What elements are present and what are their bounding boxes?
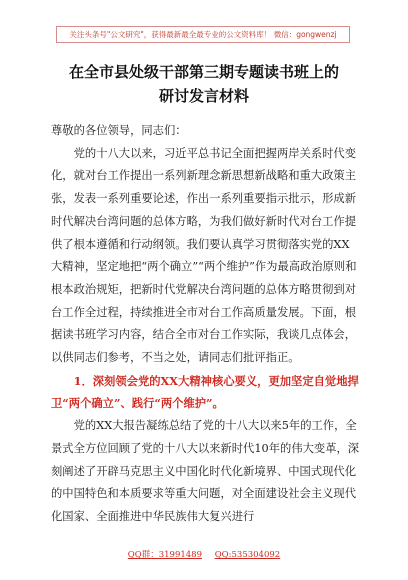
- footer-qq-group: QQ群：31991489: [127, 550, 202, 560]
- document-title: [40, 60, 368, 108]
- title-line-2: 研讨发言材料: [158, 87, 249, 105]
- promo-header-text: 关注头条号"公文研究"，获得最新最全最专业的公文资料库！ 微信：gongwenzj: [69, 30, 337, 39]
- salutation: 尊敬的各位领导，同志们：: [51, 124, 187, 137]
- title-line-1: 在全市县处级干部第三期专题读书班上的: [68, 63, 339, 81]
- paragraph-1: 党的十八大以来，习近平总书记全面把握两岸关系时代变化，就对台工作提出一系列新理念新思想新战略和重大政策主张，发表一系列重要论述，作出一系列重要指示批示，形成新时代解决台湾问题的总体方略，为我们做好新时代对台工作提供了根本遵循和行动纲领。我们要认真学习贯彻落实党的XX大精神，坚定地把“两个确立”“两个维护”作为最高政治原则和根本政治规矩，把新时代党解决台湾问题的总体方略贯彻到对台工作全过程，持续推进全市对台工作高质量发展。下面，根据读书班学习内容，结合全市对台工作实际，我谈几点体会，以供同志们参考，不当之处，请同志们批评指正。: [51, 146, 357, 365]
- paragraph-2: 党的XX大报告凝练总结了党的十八大以来5年的工作，全景式全方位回顾了党的十八大以来新时代10年的伟大变革，深刻阐述了开辟马克思主义中国化时代化新境界、中国式现代化的中国特色和本质要求等重大问题，对全面建设社会主义现代化国家、全面推进中华民族伟大复兴进行: [51, 419, 360, 523]
- promo-header-banner: [56, 26, 350, 43]
- document-body: [51, 120, 360, 529]
- page-footer: [0, 548, 408, 560]
- footer-qq: QQ:535304092: [214, 550, 281, 560]
- section-heading-1: 1．深刻领会党的XX大精神核心要义，更加坚定自觉地捍卫“两个确立”、践行“两个维护”。: [51, 373, 359, 411]
